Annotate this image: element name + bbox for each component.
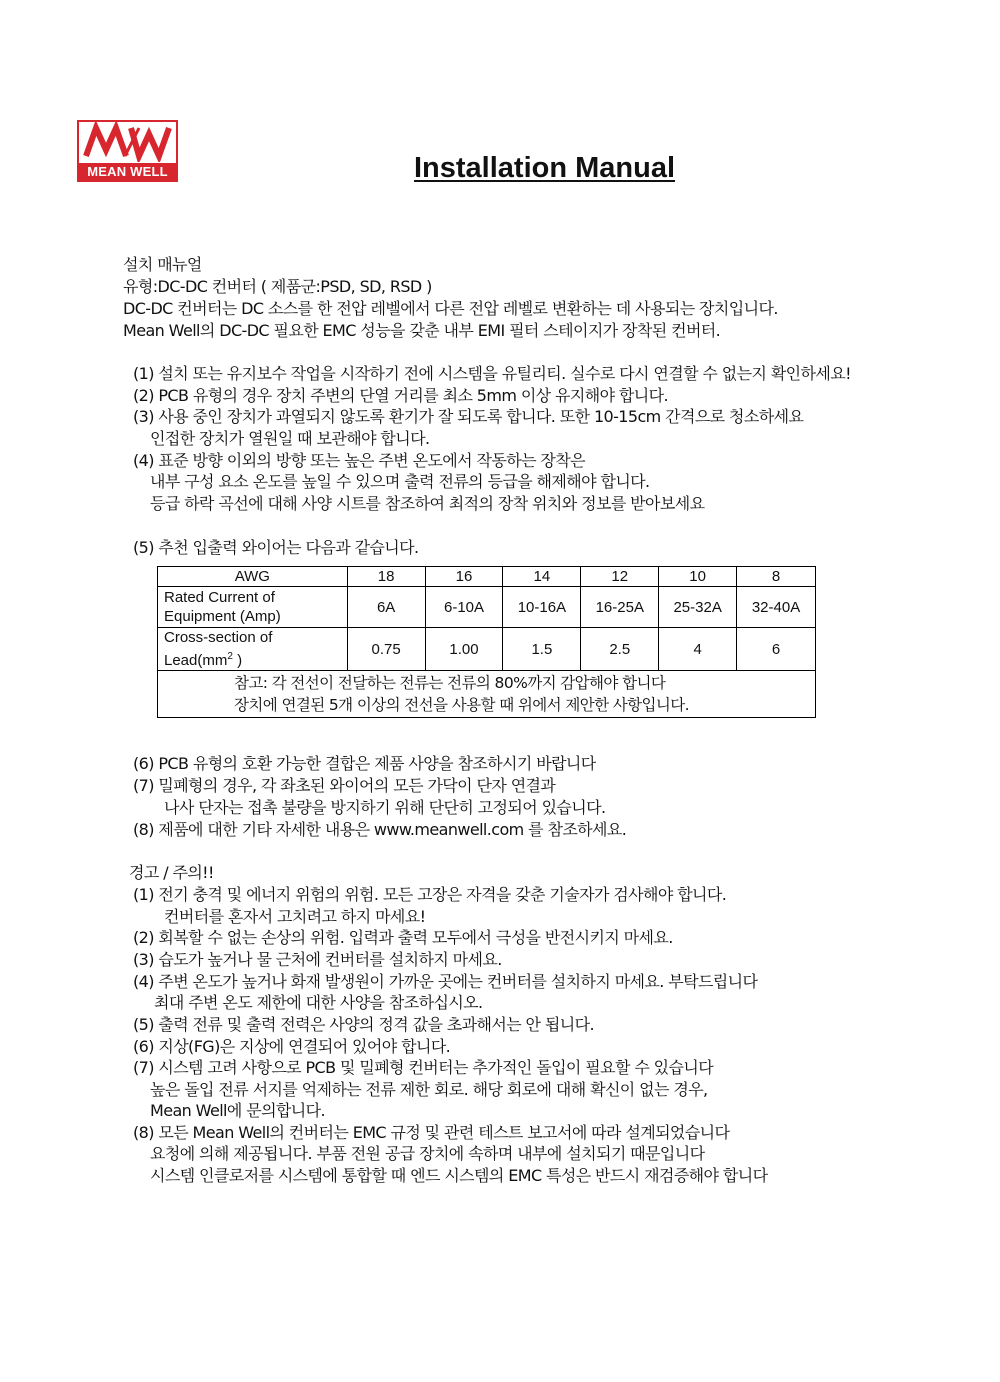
warning-continuation: 컨버터를 혼자서 고치려고 하지 마세요! — [164, 907, 426, 926]
warning-continuation: 시스템 인클로저를 시스템에 통합할 때 엔드 시스템의 EMC 특성은 반드시 재검증해야 합니다 — [150, 1166, 768, 1185]
instruction-item: (7) 밀폐형의 경우, 각 좌초된 와이어의 모든 가닥이 단자 연결과 — [133, 776, 556, 795]
awg-cell: 14 — [503, 567, 581, 587]
cross-section-cell: 4 — [659, 628, 737, 671]
row-label-rated-current — [158, 587, 348, 628]
cross-section-cell: 2.5 — [581, 628, 659, 671]
instruction-item: (5) 추천 입출력 와이어는 다음과 같습니다. — [133, 538, 419, 557]
row-label-line: Rated Current of — [164, 589, 275, 606]
current-cell: 6-10A — [425, 587, 503, 628]
instruction-item: (3) 사용 중인 장치가 과열되지 않도록 환기가 잘 되도록 합니다. 또한 10-15cm 간격으로 청소하세요 — [133, 407, 804, 426]
instruction-item: (8) 제품에 대한 기타 자세한 내용은 www.meanwell.com 를 참조하세요. — [133, 820, 627, 839]
current-cell: 32-40A — [737, 587, 816, 628]
warning-item: (5) 출력 전류 및 출력 전력은 사양의 정격 값을 초과해서는 안 됩니다. — [133, 1015, 594, 1034]
row-label-cross-section — [158, 628, 348, 671]
warning-item: (8) 모든 Mean Well의 컨버터는 EMC 규정 및 관련 테스트 보고서에 따라 설계되었습니다 — [133, 1123, 730, 1142]
table-row — [158, 587, 816, 628]
warning-item: (1) 전기 충격 및 에너지 위험의 위험. 모든 고장은 자격을 갖춘 기술자가 검사해야 합니다. — [133, 885, 727, 904]
cross-section-cell: 1.00 — [425, 628, 503, 671]
wire-spec-table — [157, 566, 816, 718]
warning-continuation: 최대 주변 온도 제한에 대한 사양을 참조하십시오. — [154, 993, 483, 1012]
warning-continuation: Mean Well에 문의합니다. — [150, 1101, 326, 1120]
table-row — [158, 671, 816, 718]
awg-cell: 8 — [737, 567, 816, 587]
instruction-continuation: 내부 구성 요소 온도를 높일 수 있으며 출력 전류의 등급을 해제해야 합니다. — [150, 472, 650, 491]
current-cell: 25-32A — [659, 587, 737, 628]
intro-line: 설치 매뉴얼 — [123, 255, 202, 274]
cross-section-cell: 6 — [737, 628, 816, 671]
warning-heading: 경고 / 주의!! — [129, 863, 214, 882]
warning-item: (4) 주변 온도가 높거나 화재 발생원이 가까운 곳에는 컨버터를 설치하지 마세요. 부탁드립니다 — [133, 972, 758, 991]
instruction-item: (6) PCB 유형의 호환 가능한 결합은 제품 사양을 참조하시기 바랍니다 — [133, 754, 596, 773]
instruction-item: (4) 표준 방향 이외의 방향 또는 높은 주변 온도에서 작동하는 장착은 — [133, 451, 585, 470]
row-label-line: Cross-section of — [164, 629, 273, 646]
awg-cell: 10 — [659, 567, 737, 587]
instruction-continuation: 등급 하락 곡선에 대해 사양 시트를 참조하여 최적의 장착 위치와 정보를 받아보세요 — [150, 494, 705, 513]
warning-continuation: 높은 돌입 전류 서지를 억제하는 전류 제한 회로. 해당 회로에 대해 확신이 없는 경우, — [150, 1080, 708, 1099]
awg-cell: 16 — [425, 567, 503, 587]
mw-logo-mark — [79, 122, 176, 162]
intro-line: DC-DC 컨버터는 DC 소스를 한 전압 레벨에서 다른 전압 레벨로 변환하는 데 사용되는 장치입니다. — [123, 299, 778, 318]
cross-section-cell: 0.75 — [347, 628, 425, 671]
warning-item: (3) 습도가 높거나 물 근처에 컨버터를 설치하지 마세요. — [133, 950, 502, 969]
mean-well-logo — [77, 120, 178, 182]
table-note — [158, 671, 816, 718]
instruction-item: (1) 설치 또는 유지보수 작업을 시작하기 전에 시스템을 유틸리티. 실수로 다시 연결할 수 없는지 확인하세요! — [133, 364, 851, 383]
logo-wordmark: MEAN WELL — [79, 163, 176, 180]
instruction-continuation: 인접한 장치가 열원일 때 보관해야 합니다. — [150, 429, 430, 448]
awg-cell: 12 — [581, 567, 659, 587]
warning-continuation: 요청에 의해 제공됩니다. 부품 전원 공급 장치에 속하며 내부에 설치되기 때문입니다 — [150, 1144, 705, 1163]
note-line: 장치에 연결된 5개 이상의 전선을 사용할 때 위에서 제안한 사항입니다. — [234, 696, 689, 714]
row-label-line: Lead(mm — [164, 652, 228, 669]
intro-line: 유형:DC-DC 컨버터 ( 제품군:PSD, SD, RSD ) — [123, 277, 432, 296]
current-cell: 10-16A — [503, 587, 581, 628]
cross-section-cell: 1.5 — [503, 628, 581, 671]
warning-item: (7) 시스템 고려 사항으로 PCB 및 밀폐형 컨버터는 추가적인 돌입이 필요할 수 있습니다 — [133, 1058, 714, 1077]
row-label-line: ) — [232, 652, 243, 669]
superscript: 2 — [227, 651, 233, 662]
page-title: Installation Manual — [414, 152, 676, 184]
awg-cell: 18 — [347, 567, 425, 587]
current-cell: 16-25A — [581, 587, 659, 628]
intro-line: Mean Well의 DC-DC 필요한 EMC 성능을 갖춘 내부 EMI 필터 스테이지가 장착된 컨버터. — [123, 321, 721, 340]
table-row — [158, 567, 816, 587]
current-cell: 6A — [347, 587, 425, 628]
row-label-line: Equipment (Amp) — [164, 608, 281, 625]
instruction-continuation: 나사 단자는 접촉 불량을 방지하기 위해 단단히 고정되어 있습니다. — [164, 798, 606, 817]
instruction-item: (2) PCB 유형의 경우 장치 주변의 단열 거리를 최소 5mm 이상 유지해야 합니다. — [133, 386, 668, 405]
note-line: 참고: 각 전선이 전달하는 전류는 전류의 80%까지 감압해야 합니다 — [234, 674, 666, 692]
warning-item: (6) 지상(FG)은 지상에 연결되어 있어야 합니다. — [133, 1037, 451, 1056]
warning-item: (2) 회복할 수 없는 손상의 위험. 입력과 출력 모두에서 극성을 반전시키지 마세요. — [133, 928, 673, 947]
table-header-cell: AWG — [158, 567, 348, 587]
table-row — [158, 628, 816, 671]
